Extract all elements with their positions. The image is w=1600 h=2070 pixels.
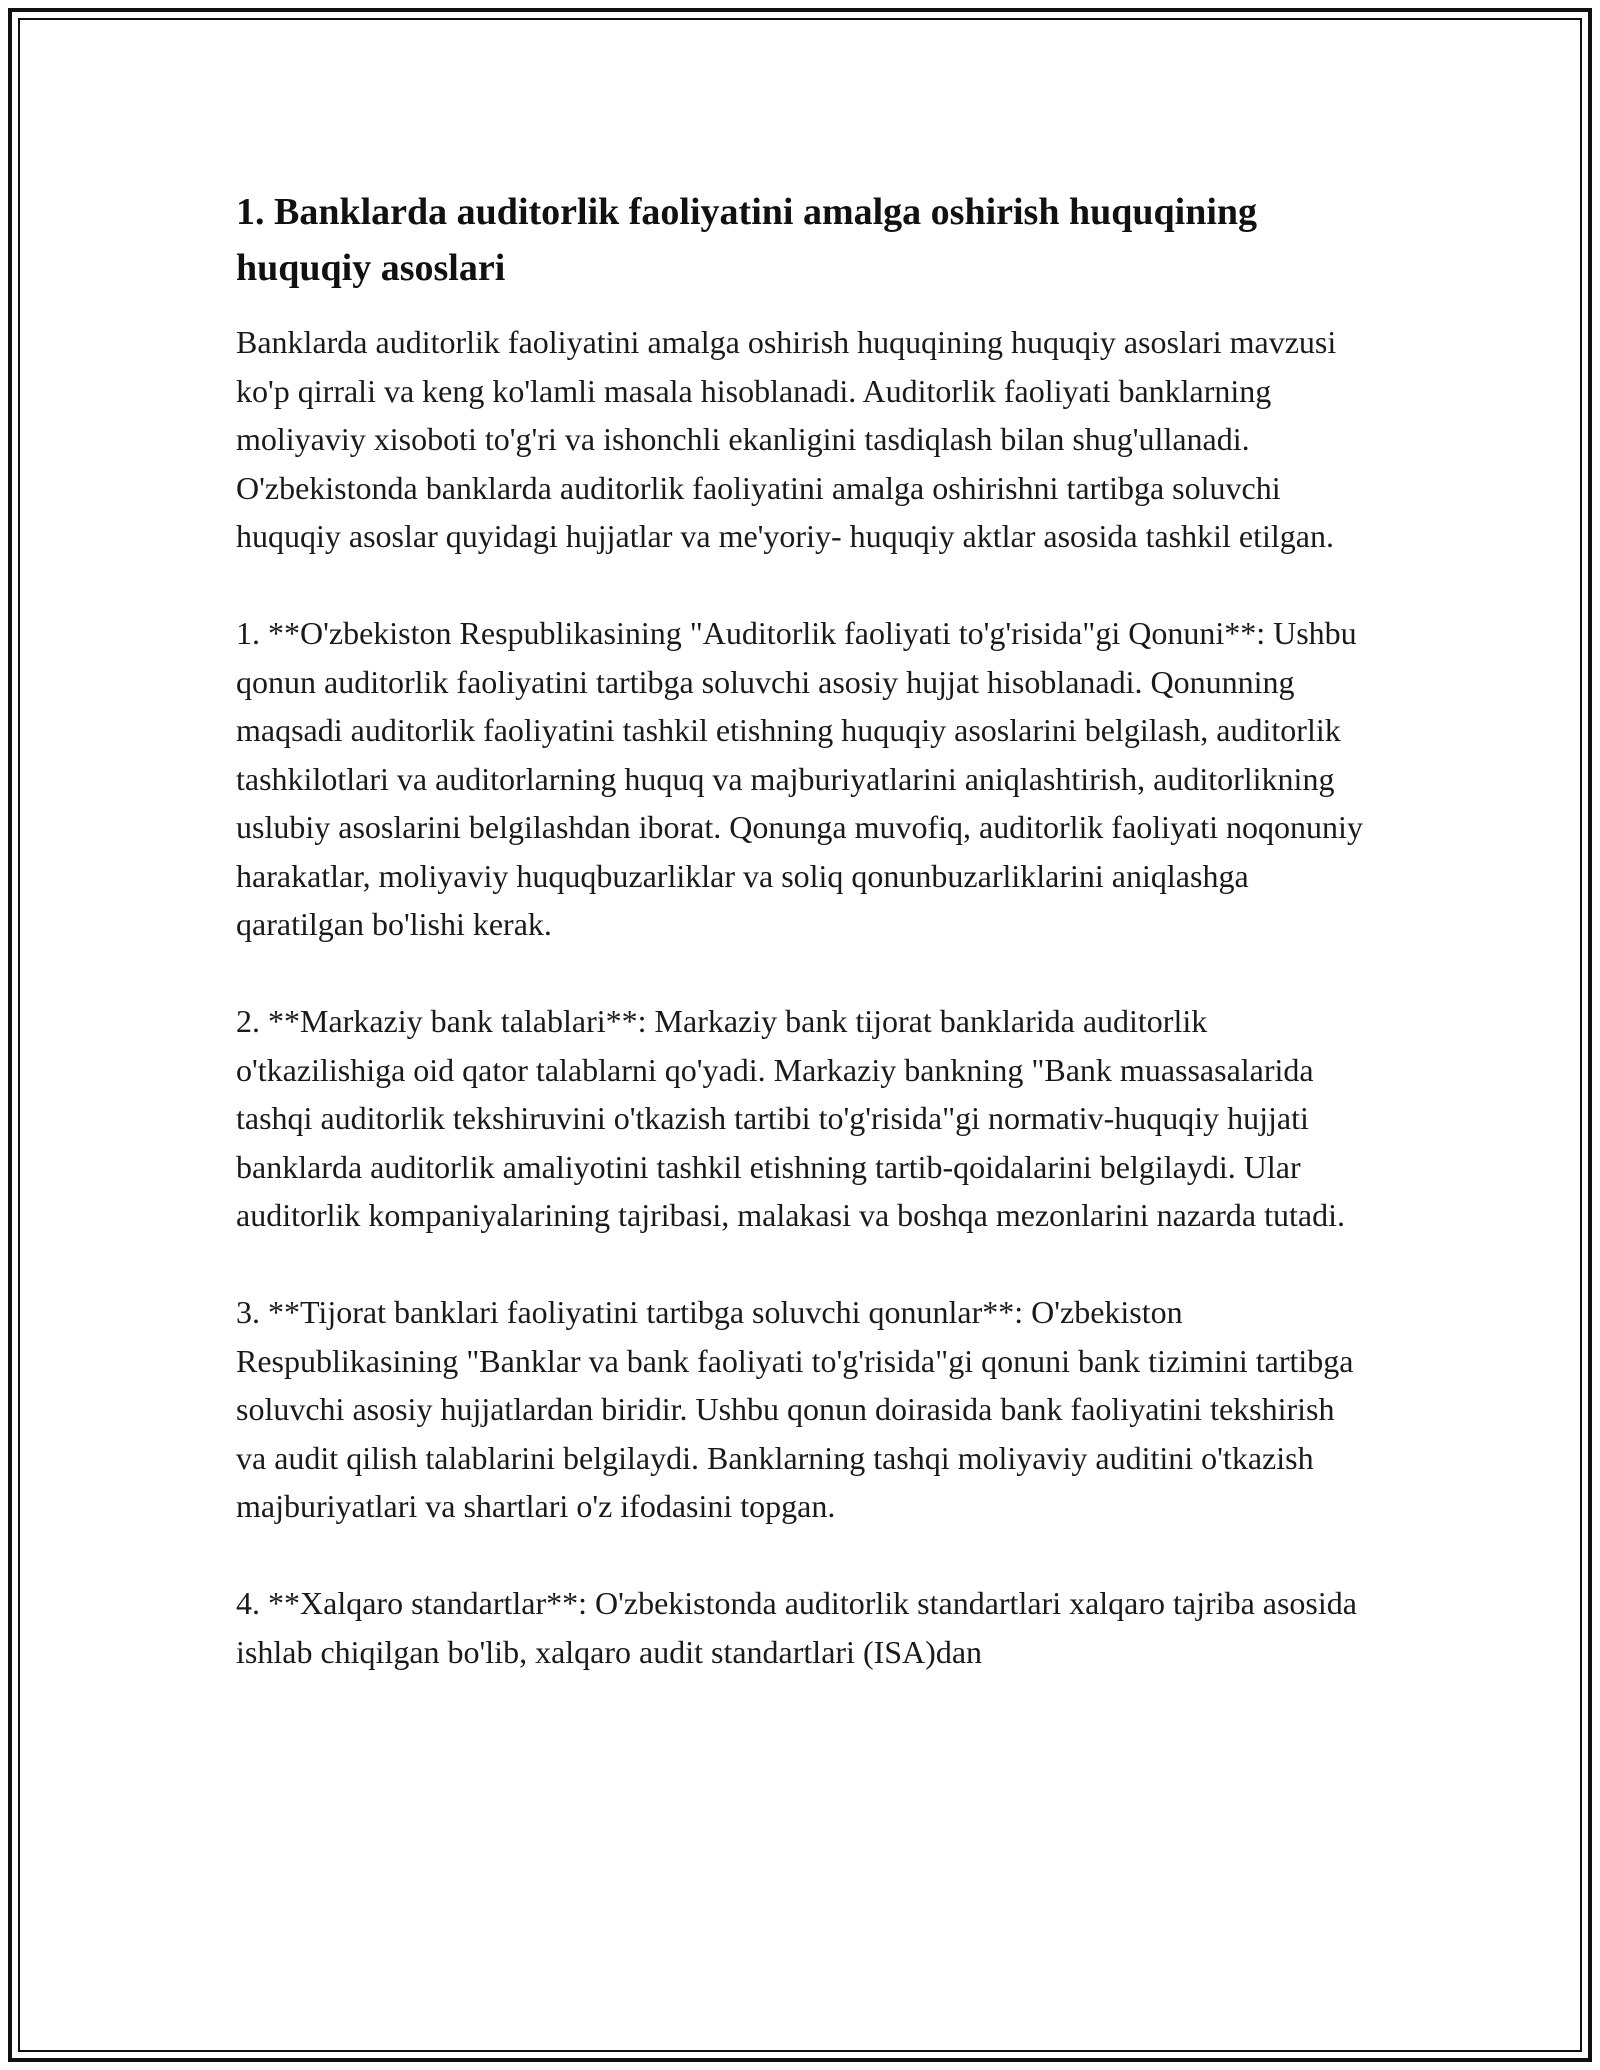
list-item-2-paragraph: 2. **Markaziy bank talablari**: Markaziy bank tijorat banklarida auditorlik o'tkazilishiga oid qator talablarni qo'yadi. Markaziy bankning "Bank muassasalarida tashqi auditorlik tekshiruvini o'tkazish tartibi to'g'risida"gi normativ-huquqiy hujjati banklarda auditorlik amaliyotini tashkil etishning tartib-qoidalarini belgilaydi. Ular auditorlik kompaniyalarining tajribasi, malakasi va boshqa mezonlarini nazarda tutadi. [236,1003,1345,1233]
list-item-4-paragraph: 4. **Xalqaro standartlar**: O'zbekistonda auditorlik standartlari xalqaro tajriba asosida ishlab chiqilgan bo'lib, xalqaro audit standartlari (ISA)dan [236,1585,1357,1670]
intro-paragraph: Banklarda auditorlik faoliyatini amalga oshirish huquqining huquqiy asoslari mavzusi ko'p qirrali va keng ko'lamli masala hisoblanadi. Auditorlik faoliyati banklarning moliyaviy xisoboti to'g'ri va ishonchli ekanligini tasdiqlash bilan shug'ullanadi. O'zbekistonda banklarda auditorlik faoliyatini amalga oshirishni tartibga soluvchi huquqiy asoslar quyidagi hujjatlar va me'yoriy- huquqiy aktlar asosida tashkil etilgan. [236,324,1337,554]
list-item-3-paragraph: 3. **Tijorat banklari faoliyatini tartibga soluvchi qonunlar**: O'zbekiston Respublikasining "Banklar va bank faoliyati to'g'risida"gi qonuni bank tizimini tartibga soluvchi asosiy hujjatlardan biridir. Ushbu qonun doirasida bank faoliyatini tekshirish va audit qilish talablarini belgilaydi. Banklarning tashqi moliyaviy auditini o'tkazish majburiyatlari va shartlari o'z ifodasini topgan. [236,1294,1354,1524]
section-heading: 1. Banklarda auditorlik faoliyatini amalga oshirish huquqining huquqiy asoslari [236,191,1258,289]
document-body [236,184,1372,1676]
list-item-1-paragraph: 1. **O'zbekiston Respublikasining "Auditorlik faoliyati to'g'risida"gi Qonuni**: Ushbu qonun auditorlik faoliyatini tartibga soluvchi asosiy hujjat hisoblanadi. Qonunning maqsadi auditorlik faoliyatini tashkil etishning huquqiy asoslarini belgilash, auditorlik tashkilotlari va auditorlarning huquq va majburiyatlarini aniqlashtirish, auditorlikning uslubiy asoslarini belgilashdan iborat. Qonunga muvofiq, auditorlik faoliyati noqonuniy harakatlar, moliyaviy huquqbuzarliklar va soliq qonunbuzarliklarini aniqlashga qaratilgan bo'lishi kerak. [236,615,1363,942]
